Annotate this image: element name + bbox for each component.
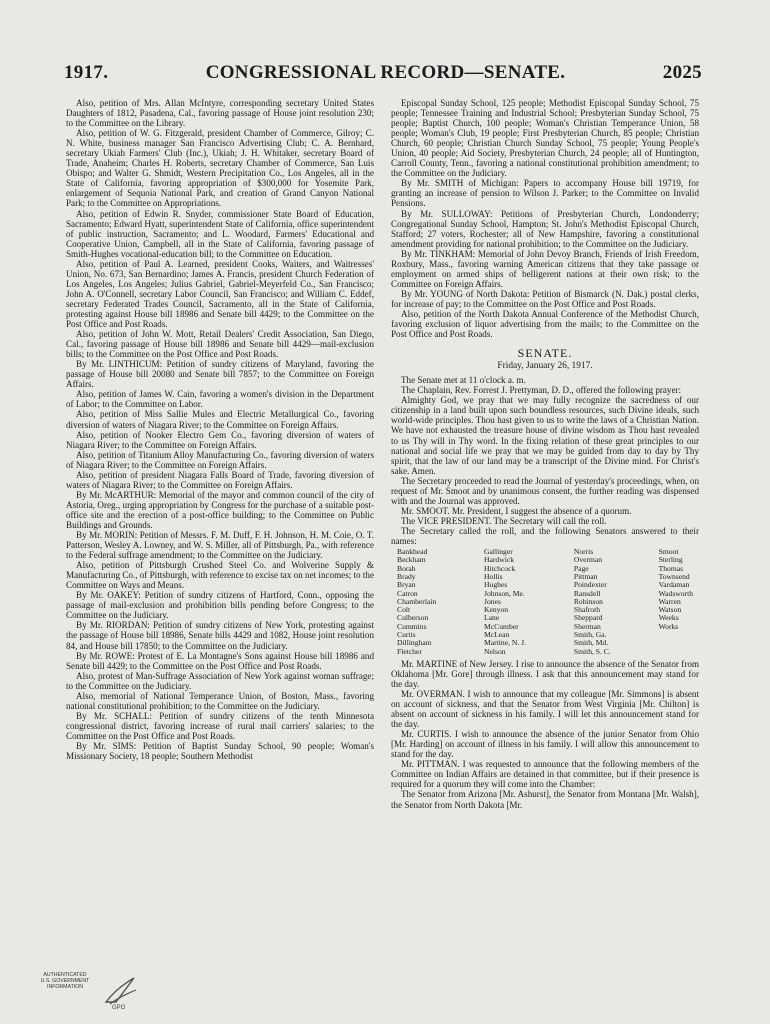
roll-call-column: [484, 548, 526, 656]
senator-name: Watson: [658, 605, 682, 615]
gpo-authentication-stamp: [34, 972, 144, 1012]
header-year: 1917.: [64, 62, 109, 83]
paragraph: By Mr. ROWE: Protest of E. La Montagne's Sons against House bill 18986 and Senate bill 4429; to the Committee on the Post Office and Post Roads.: [66, 650, 374, 671]
senator-name: Norris: [573, 547, 594, 557]
senator-name: Hughes: [484, 580, 508, 590]
paragraph: Also, petition of Paul A. Learned, president Cooks, Waiters, and Waitresses' Union, No. 673, San Bernardino; James A. Francis, president Church Federation of Los Angeles, Los Angeles; Julius Gabriel, Gabriel-Meyerfeld Co., San Francisco; John A. O'Connell, secretary Labor Council, San Francisco; and William C. Eddef, secretary Federated Trades Council, Sacramento, all in the State of California, protesting against House bill 18986 and Senate bill 4429; to the Committee on the Post Office and Post Roads.: [66, 258, 374, 330]
senator-name: Smoot: [658, 547, 679, 557]
paragraph: Also, petition of Pittsburgh Crushed Steel Co. and Wolverine Supply & Manufacturing Co., of Pittsburgh, with reference to excise tax on net incomes; to the Committee on Ways and Means.: [66, 560, 374, 591]
paragraph: Mr. SMOOT. Mr. President, I suggest the absence of a quorum.: [401, 505, 632, 516]
stamp-line: AUTHENTICATED: [43, 972, 87, 978]
paragraph: The Senate met at 11 o'clock a. m.: [401, 375, 526, 386]
paragraph: Also, petition of Edwin R. Snyder, commissioner State Board of Education, Sacramento; Edward Hyatt, superintendent State of California, office superintendent of public instruction, Sacramento; and L. Woodard, Farmers' Educational and Cooperative Union, Campbell, all in the State of California, favoring passage of Smith-Hughes vocational-education bill; to the Committee on Education.: [66, 208, 374, 259]
paragraph: Episcopal Sunday School, 125 people; Methodist Episcopal Sunday School, 75 people; Tennessee Training and Industrial School; Presbyterian Sunday School, 75 people; Baptist Church, 100 people; Woman's Christian Temperance Union, 58 people; Woman's Club, 19 people; First Presbyterian Church, 85 people; Christian Church, 60 people; Christian Church Sunday School, 75 people; Young People's Union, 40 people; Aid Society, Presbyterian Church, 24 people; all of Huntington, Carroll County, Tenn., favoring a national constitutional prohibition amendment; to the Committee on the Judiciary.: [391, 98, 699, 179]
senator-name: Smith, Ga.: [573, 629, 607, 639]
senator-name: Sterling: [658, 555, 683, 565]
senator-name: Brady: [397, 571, 416, 581]
gpo-eagle-icon: [100, 972, 140, 1015]
paragraph: Also, petition of Mrs. Allan McIntyre, corresponding secretary United States Daughters of 1812, Pasadena, Cal., favoring passage of House joint resolution 230; to the Committee on the Library.: [66, 98, 374, 129]
paragraph: Also, petition of Titanium Alloy Manufacturing Co., favoring diversion of waters of Niagara River; to the Committee on Foreign Affairs.: [66, 449, 374, 470]
session-date: Friday, January 26, 1917.: [497, 361, 593, 372]
roll-call-column: [659, 548, 693, 656]
senator-name: Vardaman: [658, 580, 690, 590]
senator-name: Colt: [397, 605, 411, 615]
senator-name: Weeks: [658, 613, 679, 623]
paragraph: Also, protest of Man-Suffrage Association of New York against woman suffrage; to the Committee on the Judiciary.: [66, 670, 374, 691]
paragraph: Mr. OVERMAN. I wish to announce that my colleague [Mr. Simmons] is absent on account of sickness, and that the Senator from West Virginia [Mr. Chilton] is absent on account of sickness in his family. I will let this announcement stand for the day.: [391, 689, 699, 730]
senator-name: Robinson: [573, 596, 603, 606]
senator-name: Curtis: [397, 629, 416, 639]
paragraph: Mr. CURTIS. I wish to announce the absence of the junior Senator from Ohio [Mr. Harding] on account of illness in his family. I will allow this announcement to stand for the day.: [391, 729, 699, 760]
senator-name: McCumber: [484, 621, 519, 631]
senator-name: Thomas: [658, 563, 684, 573]
senator-name: Hardwick: [484, 555, 514, 565]
senator-name: Sheppard: [573, 613, 603, 623]
header-title: CONGRESSIONAL RECORD—SENATE.: [205, 62, 566, 83]
senator-name: Lane: [484, 613, 500, 623]
senator-name: Shafroth: [573, 605, 600, 615]
header-page-number: 2025: [662, 62, 702, 83]
senator-name: Sherman: [573, 621, 601, 631]
paragraph: Also, memorial of National Temperance Union, of Boston, Mass., favoring national constitutional prohibition; to the Committee on the Judiciary.: [66, 690, 374, 711]
roll-call-column: [397, 548, 436, 656]
senator-name: Townsend: [658, 571, 690, 581]
senator-name: McLean: [484, 629, 510, 639]
senator-name: Catron: [397, 588, 418, 598]
paragraph: Also, petition of John W. Mott, Retail Dealers' Credit Association, San Diego, Cal., favoring passage of House bill 18986 and Senate bill 4429—mail-exclusion bills; to the Committee on the Post Office and Post Roads.: [66, 329, 374, 360]
senator-name: Johnson, Me.: [484, 588, 525, 598]
senator-name: Hollis: [484, 571, 503, 581]
paragraph: By Mr. SIMS: Petition of Baptist Sunday School, 90 people; Woman's Missionary Society, 18 people; Southern Methodist: [66, 741, 374, 762]
paragraph: Also, petition of president Niagara Falls Board of Trade, favoring diversion of waters of Niagara River; to the Committee on Foreign Affairs.: [66, 469, 374, 490]
paragraph: By Mr. LINTHICUM: Petition of sundry citizens of Maryland, favoring the passage of House bill 20080 and Senate bill 7857; to the Committee on Foreign Affairs.: [66, 359, 374, 390]
senator-name: Bankhead: [397, 547, 428, 557]
senator-name: Dillingham: [397, 638, 432, 648]
senator-name: Culberson: [397, 613, 429, 623]
paragraph: Also, petition of James W. Cain, favoring a women's division in the Department of Labor; to the Committee on Labor.: [66, 389, 374, 410]
paragraph: Mr. MARTINE of New Jersey. I rise to announce the absence of the Senator from Oklahoma [Mr. Gore] through illness. I ask that this announcement may stand for the day.: [391, 658, 699, 689]
paragraph: Also, petition of W. G. Fitzgerald, president Chamber of Commerce, Gilroy; C. N. White, business manager San Francisco Advertising Club; C. A. Bernhard, secretary Ukiah Farmers' Club (Inc.), Ukiah; J. H. Whitaker, secretary Board of Trade, Anaheim; Charles H. Roberts, secretary Chamber of Commerce, San Luis Obispo; and Walter G. Shmidt, Western Precipitation Co., Los Angeles, all in the State of California, favoring appropriation of $300,000 for Yosemite Park, enlargement of Sequoia National Park, and creation of Grand Canyon National Park; to the Committee on Appropriations.: [66, 128, 374, 209]
senator-name: Pittman: [573, 571, 598, 581]
paragraph: By Mr. RIORDAN: Petition of sundry citizens of New York, protesting against the passage of House bill 18986, Senate bills 4429 and 1082, House joint resolution 84, and House bill 17850; to the Committee on the Judiciary.: [66, 620, 374, 651]
paragraph: By Mr. YOUNG of North Dakota: Petition of Bismarck (N. Dak.) postal clerks, for increase of pay; to the Committee on the Post Office and Post Roads.: [391, 288, 699, 309]
senator-name: Overman: [573, 555, 603, 565]
senator-name: Works: [658, 621, 679, 631]
senator-name: Kenyon: [484, 605, 509, 615]
paragraph: By Mr. SCHALL: Petition of sundry citizens of the tenth Minnesota congressional district, favoring increase of rural mail carriers' salaries; to the Committee on the Post Office and Post Roads.: [66, 710, 374, 741]
senator-name: Cummins: [397, 621, 427, 631]
paragraph: The Secretary called the roll, and the following Senators answered to their names:: [391, 525, 699, 546]
page-header: [64, 62, 702, 86]
senator-name: Wadsworth: [658, 588, 693, 598]
senator-name: Beckham: [397, 555, 426, 565]
senator-name: Jones: [484, 596, 501, 606]
paragraph: Also, petition of Nooker Electro Gem Co., favoring diversion of waters of Niagara River; to the Committee on Foreign Affairs.: [66, 429, 374, 450]
senator-name: Ransdell: [573, 588, 601, 598]
paragraph: Mr. PITTMAN. I was requested to announce that the following members of the Committee on Indian Affairs are detained in that committee, but if their presence is required for a quorum they will come into the Chamber:: [391, 759, 699, 790]
senator-name: Borah: [397, 563, 416, 573]
senator-name: Martine, N. J.: [484, 638, 527, 648]
paragraph: By Mr. SMITH of Michigan: Papers to accompany House bill 19719, for granting an increase of pension to Wilson J. Parker; to the Committee on Invalid Pensions.: [391, 178, 699, 209]
section-heading-senate: SENATE.: [517, 346, 573, 361]
roll-call-column: [574, 548, 611, 656]
paragraph: By Mr. TINKHAM: Memorial of John Devoy Branch, Friends of Irish Freedom, Roxbury, Mass., favoring warning American citizens that they take passage or employment on armed ships of belligerent nations at their own risk; to the Committee on Foreign Affairs.: [391, 248, 699, 289]
roll-call-list: [391, 546, 699, 659]
left-column: [66, 98, 374, 986]
paragraph: The Secretary proceeded to read the Journal of yesterday's proceedings, when, on request of Mr. Smoot and by unanimous consent, the further reading was dispensed with and the Journal was approved.: [391, 475, 699, 506]
senator-name: Bryan: [397, 580, 416, 590]
stamp-line: INFORMATION: [47, 984, 83, 991]
senator-name: Page: [573, 563, 589, 573]
paragraph: Also, petition of the North Dakota Annual Conference of the Methodist Church, favoring exclusion of liquor advertising from the mails; to the Committee on the Post Office and Post Roads.: [391, 308, 699, 340]
paragraph: By Mr. MORIN: Petition of Messrs. F. M. Duff, F. H. Johnson, H. M. Coie, O. T. Patterson, Wesley A. Lowney, and W. S. Miller, all of Pittsburgh, Pa., with reference to the Federal suffrage amendment; to the Committee on the Judiciary.: [66, 530, 374, 561]
senator-name: Poindexter: [573, 580, 607, 590]
paragraph: The Chaplain, Rev. Forrest J. Prettyman, D. D., offered the following prayer:: [401, 385, 682, 396]
senator-name: Smith, S. C.: [573, 646, 611, 656]
paragraph: Also, petition of Miss Sallie Mules and Electric Metallurgical Co., favoring diversion of waters of Niagara River; to the Committee on Foreign Affairs.: [66, 409, 374, 430]
paragraph: By Mr. McARTHUR: Memorial of the mayor and common council of the city of Astoria, Oreg., urging appropriation by Congress for the purchase of a suitable post-office site and the erection of a post-office building; to the Committee on Public Buildings and Grounds.: [66, 489, 374, 530]
stamp-line: U.S. GOVERNMENT: [40, 978, 90, 985]
paragraph: The VICE PRESIDENT. The Secretary will call the roll.: [401, 515, 607, 526]
senator-name: Smith, Md.: [573, 638, 609, 648]
paragraph: By Mr. SULLOWAY: Petitions of Presbyterian Church, Londonderry; Congregational Sunday School, Hampton; St. John's Methodist Episcopal Church, Stafford; 27 voters, Rochester; all of New Hampshire, favoring a constitutional amendment providing for national prohibition; to the Committee on the Judiciary.: [391, 208, 699, 249]
paragraph: The Senator from Arizona [Mr. Ashurst], the Senator from Montana [Mr. Walsh], the Senator from North Dakota [Mr.: [391, 789, 699, 810]
senator-name: Warren: [658, 596, 681, 606]
stamp-gpo-text: GPO: [112, 1005, 126, 1010]
senator-name: Fletcher: [397, 646, 422, 656]
paragraph: Almighty God, we pray that we may fully recognize the sacredness of our citizenship in a land built upon such boundless resources, such Divine ideals, such world-wide principles. Thou hast given to us to write the laws of a Christian Nation. We have not exhausted the treasure house of divine wisdom as Thou hast revealed to us Thy will in Thy word. In the fixing relation of these great principles to our national and social life we pray that we may be guided from day to day by Thy spirit, that the law of our land may be a transcript of the Divine mind. For Christ's sake. Amen.: [391, 395, 699, 476]
senator-name: Chamberlain: [397, 596, 437, 606]
senator-name: Gallinger: [484, 547, 513, 557]
right-column: [391, 98, 699, 988]
paragraph: By Mr. OAKEY: Petition of sundry citizens of Hartford, Conn., opposing the passage of mail-exclusion and prohibition bills pending before Congress; to the Committee on the Judiciary.: [66, 590, 374, 621]
senator-name: Hitchcock: [484, 563, 516, 573]
senator-name: Nelson: [484, 646, 506, 656]
